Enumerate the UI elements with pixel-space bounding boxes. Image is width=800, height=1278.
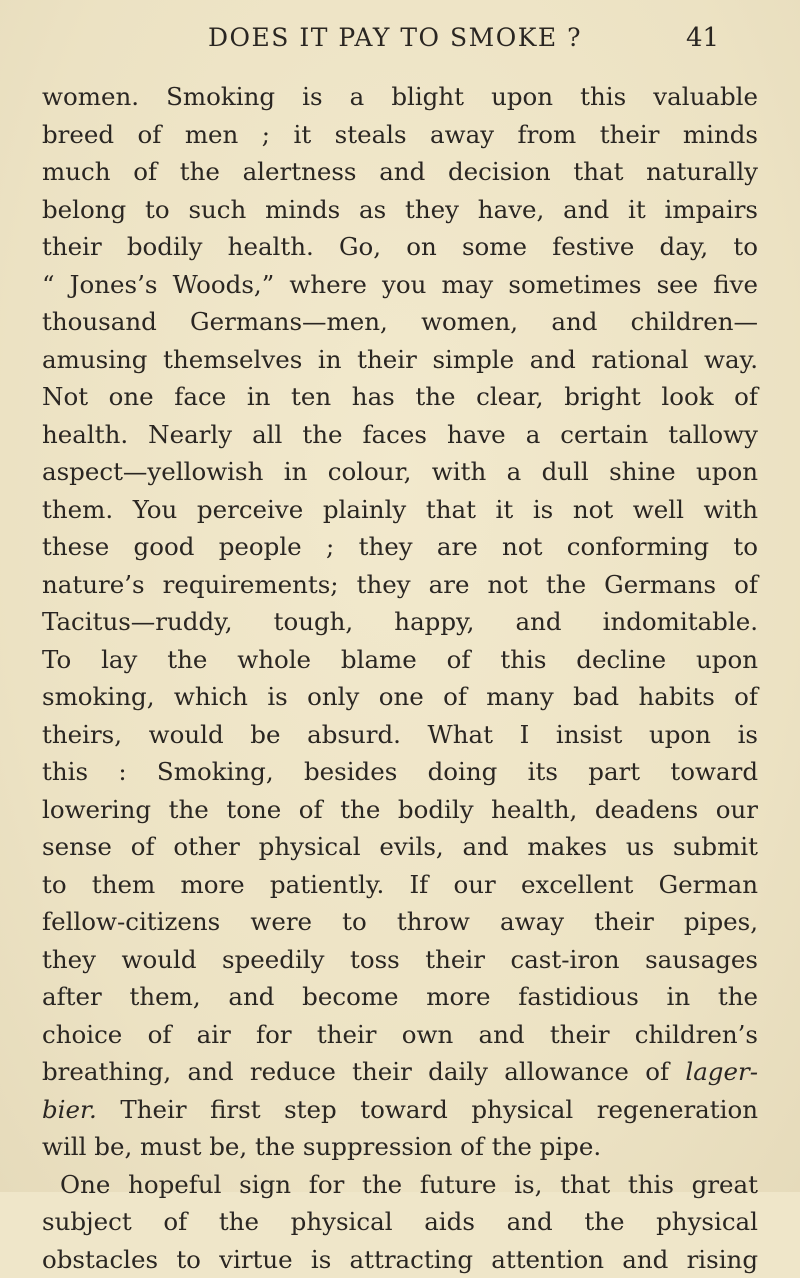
text-line: amusing themselves in their simple and rational way. [42, 341, 758, 379]
text-segment: Their first step toward physical regeneration [97, 1095, 758, 1124]
body-text [42, 78, 758, 1278]
text-line: breed of men ; it steals away from their minds [42, 116, 758, 154]
text-line: them. You perceive plainly that it is not well with [42, 491, 758, 529]
text-line: choice of air for their own and their children’s [42, 1016, 758, 1054]
text-line: Not one face in ten has the clear, bright look of [42, 378, 758, 416]
text-line: aspect—yellowish in colour, with a dull shine upon [42, 453, 758, 491]
text-line: they would speedily toss their cast-iron sausages [42, 941, 758, 979]
text-line: their bodily health. Go, on some festive day, to [42, 228, 758, 266]
text-line: nature’s requirements; they are not the Germans of [42, 566, 758, 604]
text-line: Tacitus—ruddy, tough, happy, and indomitable. [42, 603, 758, 641]
text-line-with-italic [42, 1091, 758, 1129]
text-line: much of the alertness and decision that naturally [42, 153, 758, 191]
text-line: smoking, which is only one of many bad habits of [42, 678, 758, 716]
text-line: to them more patiently. If our excellent German [42, 866, 758, 904]
running-head [0, 18, 800, 58]
paragraph-first-line: One hopeful sign for the future is, that this great [42, 1166, 758, 1204]
text-line: health. Nearly all the faces have a certain tallowy [42, 416, 758, 454]
text-line: belong to such minds as they have, and it impairs [42, 191, 758, 229]
text-line: “ Jones’s Woods,” where you may sometimes see five [42, 266, 758, 304]
running-title: DOES IT PAY TO SMOKE ? [208, 18, 582, 58]
italic-word: lager- [685, 1057, 758, 1086]
text-line: theirs, would be absurd. What I insist upon is [42, 716, 758, 754]
text-line: sense of other physical evils, and makes us submit [42, 828, 758, 866]
text-line: To lay the whole blame of this decline upon [42, 641, 758, 679]
italic-word: bier. [42, 1095, 97, 1124]
text-line: will be, must be, the suppression of the pipe. [42, 1128, 758, 1166]
page-number: 41 [686, 18, 719, 58]
text-line: obstacles to virtue is attracting attention and rising [42, 1241, 758, 1278]
text-line: this : Smoking, besides doing its part toward [42, 753, 758, 791]
text-line: fellow-citizens were to throw away their pipes, [42, 903, 758, 941]
text-line-with-italic [42, 1053, 758, 1091]
text-line: subject of the physical aids and the physical [42, 1203, 758, 1241]
text-line: after them, and become more fastidious in the [42, 978, 758, 1016]
text-segment: breathing, and reduce their daily allowance of [42, 1057, 669, 1086]
text-line: lowering the tone of the bodily health, deadens our [42, 791, 758, 829]
text-line: thousand Germans—men, women, and children— [42, 303, 758, 341]
text-line: these good people ; they are not conforming to [42, 528, 758, 566]
text-line: women. Smoking is a blight upon this valuable [42, 78, 758, 116]
